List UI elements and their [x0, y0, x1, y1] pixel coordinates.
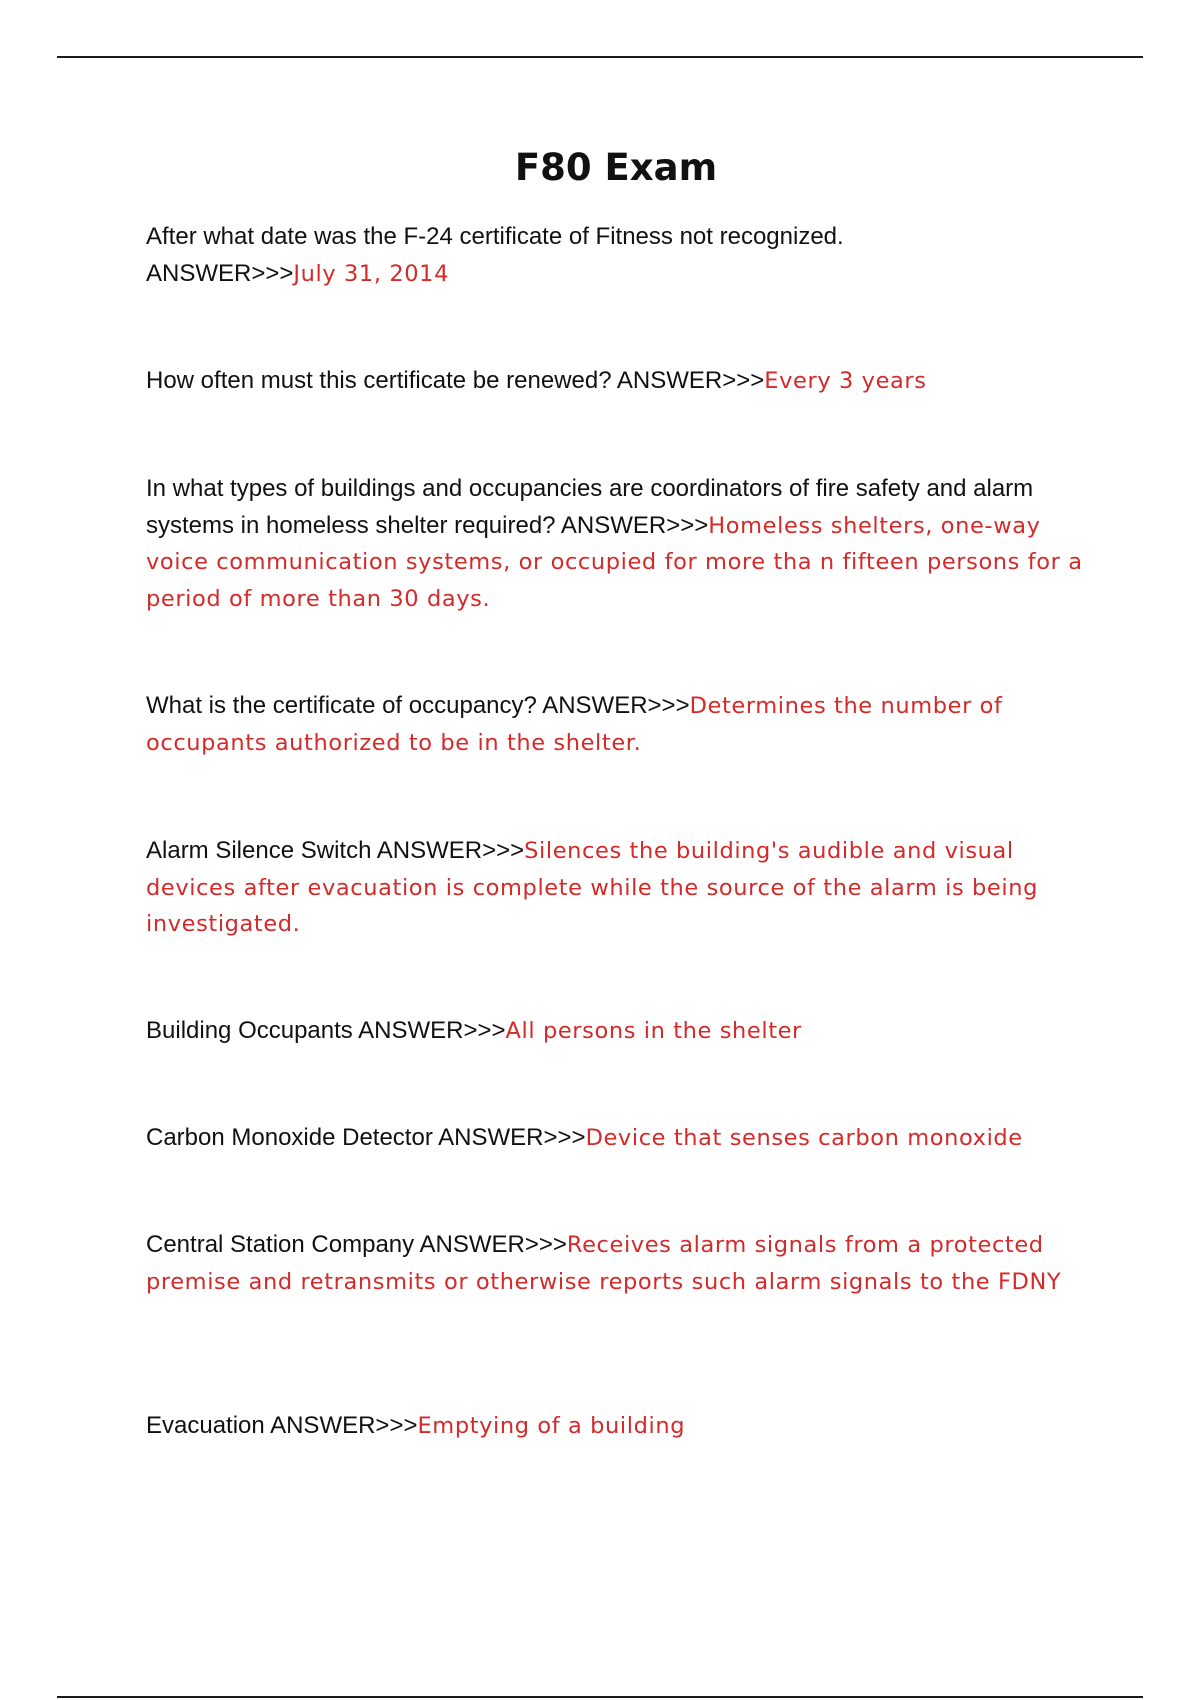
answer-text: Silences the building's audible and visual devices after evacuation is complete while the source of the alarm is being investigated.: [146, 838, 1038, 937]
answer-text: Every 3 years: [764, 368, 927, 394]
answer-text: July 31, 2014: [293, 260, 450, 287]
answer-text: Device that senses carbon monoxide: [585, 1125, 1023, 1151]
question-text: Carbon Monoxide Detector: [146, 1124, 433, 1151]
qa-item: [146, 219, 1086, 292]
qa-item: [146, 1013, 1086, 1050]
question-text: In what types of buildings and occupancies are coordinators of fire safety and alarm systems in homeless shelter required?: [146, 475, 1034, 539]
answer-marker: ANSWER>>>: [560, 511, 709, 539]
qa-item: [146, 833, 1086, 943]
answer-marker: ANSWER>>>: [438, 1124, 586, 1151]
question-text: Evacuation: [146, 1412, 265, 1439]
qa-item: [146, 363, 1086, 400]
qa-item: [146, 1408, 1086, 1445]
page-title: F80 Exam: [514, 146, 718, 189]
top-rule: [57, 56, 1143, 58]
bottom-rule: [57, 1696, 1143, 1698]
answer-text: Emptying of a building: [417, 1413, 686, 1439]
answer-text: Receives alarm signals from a protected premise and retransmits or otherwise reports such alarm signals to the FDNY: [146, 1232, 1062, 1295]
answer-marker: ANSWER>>>: [542, 692, 690, 719]
answer-marker: ANSWER>>>: [358, 1017, 506, 1044]
answer-text: All persons in the shelter: [505, 1018, 802, 1044]
question-text: After what date was the F-24 certificate of Fitness not recognized.: [146, 223, 844, 250]
answer-marker: ANSWER>>>: [376, 837, 525, 864]
qa-item: [146, 471, 1086, 617]
question-text: Alarm Silence Switch: [146, 837, 372, 864]
qa-item: [146, 688, 1086, 761]
qa-item: [146, 1120, 1086, 1157]
question-text: Building Occupants: [146, 1017, 353, 1044]
answer-marker: ANSWER>>>: [146, 259, 294, 287]
answer-text: Homeless shelters, one-way voice communication systems, or occupied for more tha n fifteen persons for a period of more than 30 days.: [146, 512, 1083, 612]
answer-marker: ANSWER>>>: [419, 1231, 567, 1258]
answer-marker: ANSWER>>>: [616, 367, 765, 394]
question-text: How often must this certificate be renewed?: [146, 367, 612, 394]
question-text: What is the certificate of occupancy?: [146, 692, 537, 719]
answer-text: Determines the number of occupants authorized to be in the shelter.: [146, 693, 1003, 756]
question-text: Central Station Company: [146, 1231, 415, 1258]
qa-item: [146, 1227, 1086, 1300]
answer-marker: ANSWER>>>: [270, 1412, 418, 1439]
